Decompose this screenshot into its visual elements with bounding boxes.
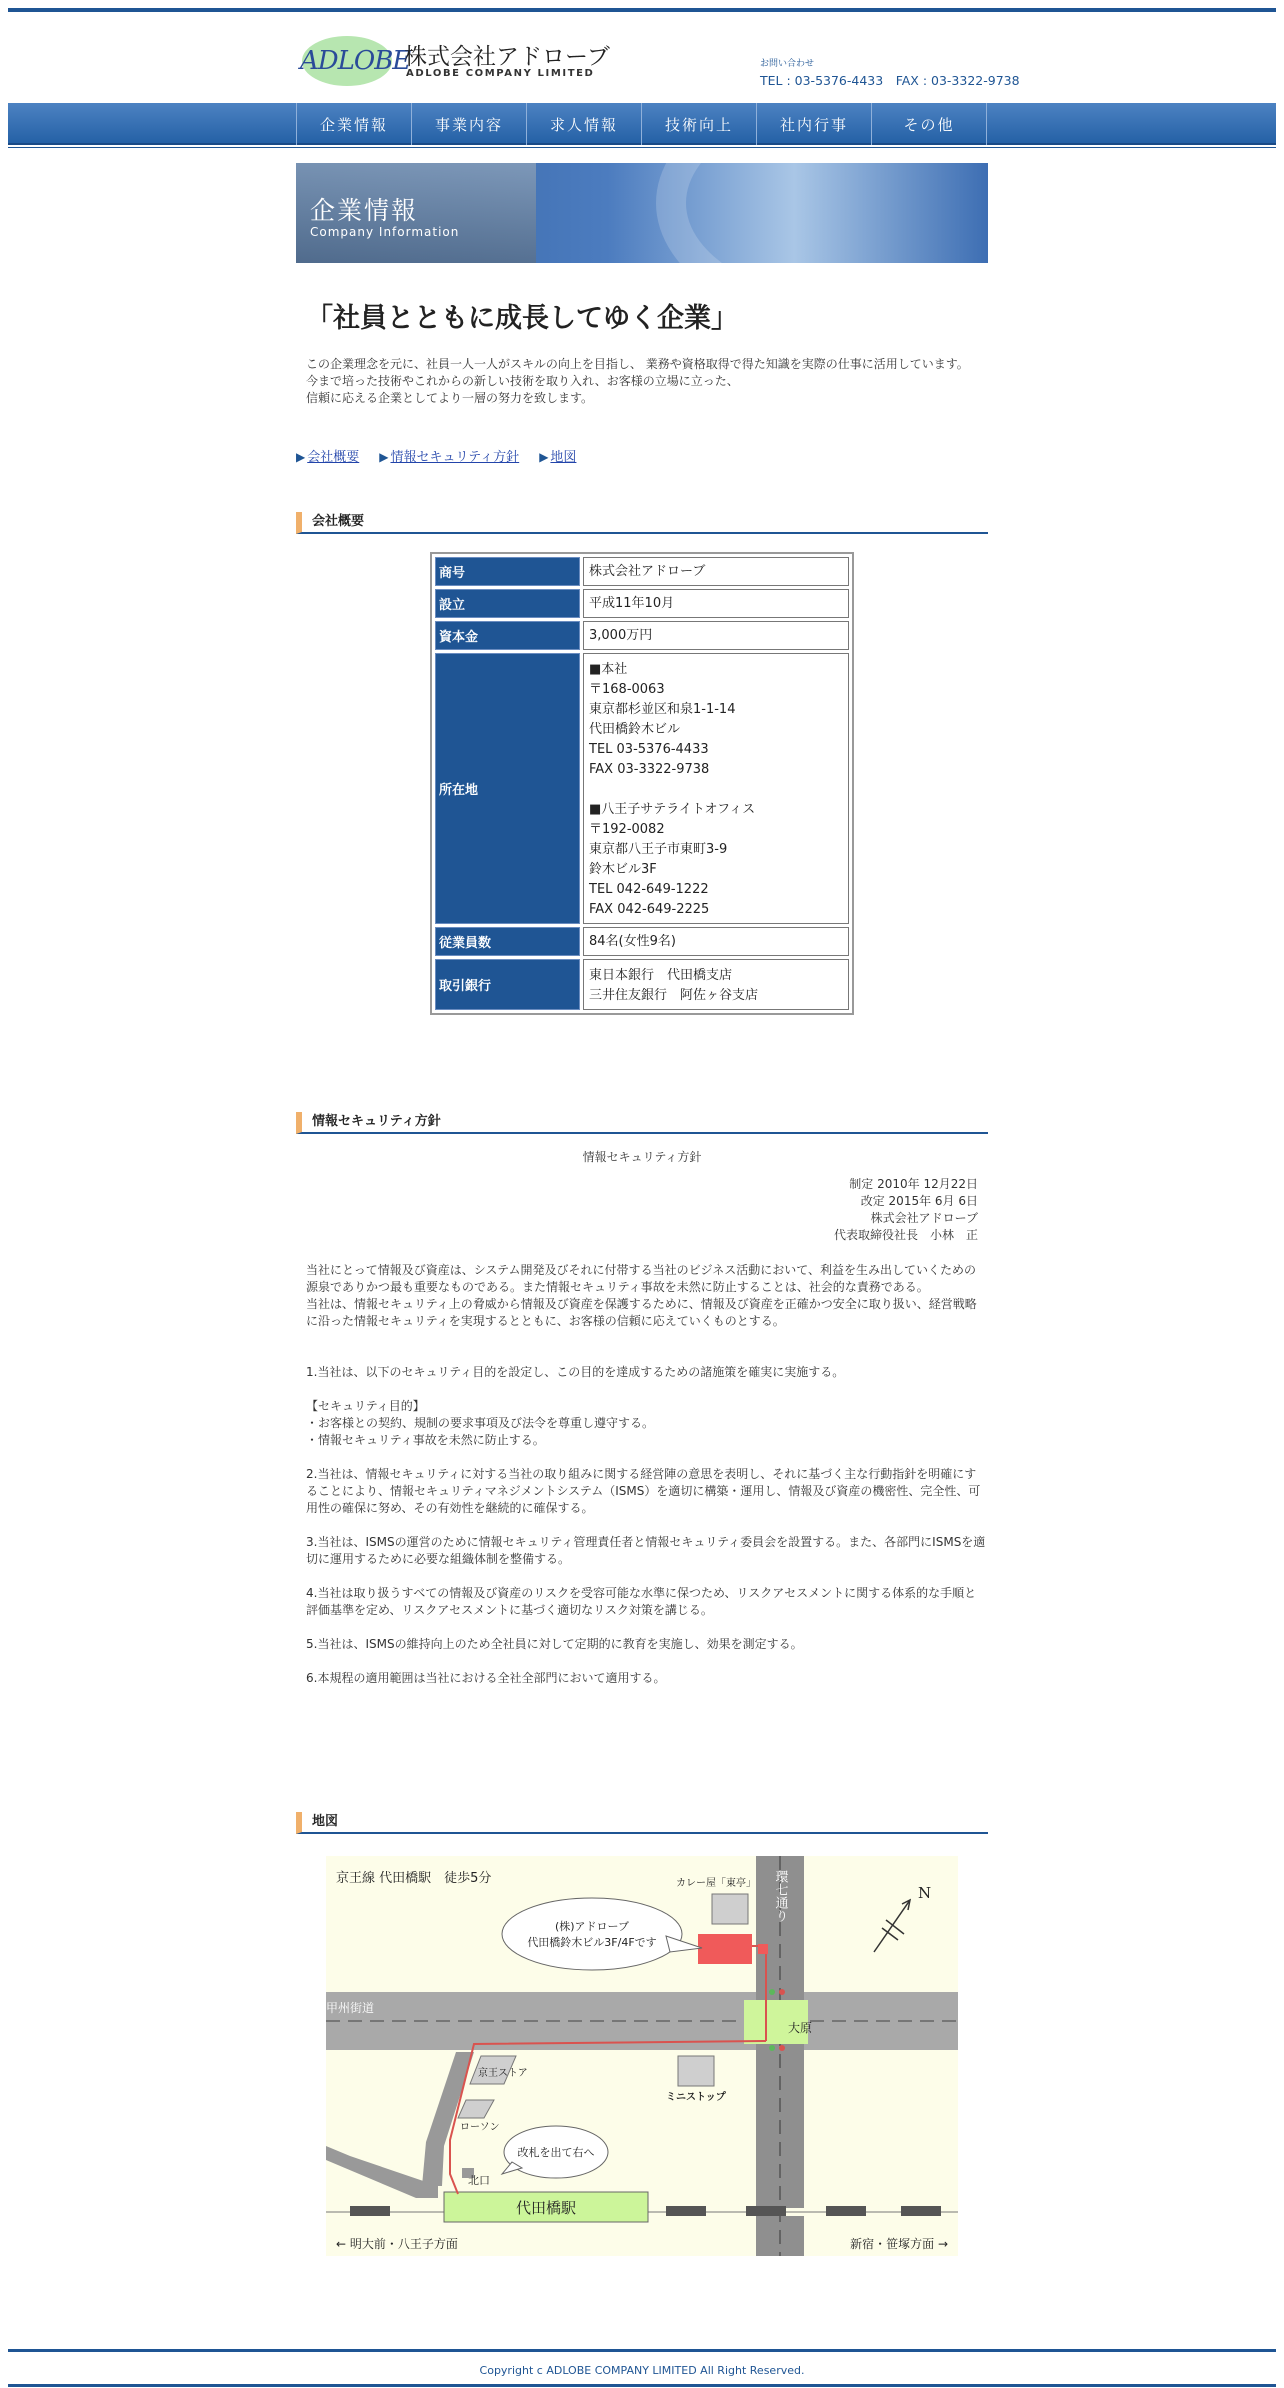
ministop-label: ミニストップ [666,2092,726,2103]
policy-item-6: 6.本規程の適用範囲は当社における全社全部門において適用する。 [306,1671,666,1685]
company-table-value [583,589,849,618]
contact-numbers: TEL : 03-5376-4433 FAX : 03-3322-9738 [760,73,1020,88]
ohara-label: 大原 [788,2021,813,2035]
policy-intro-line: 当社は、情報セキュリティ上の脅威から情報及び資産を保護するために、情報及び資産を正確かつ安全に取り扱い、経営戦略に沿った情報セキュリティを実現するとともに、お客様の信頼に応えていくものとする。 [306,1297,977,1328]
nav-company-info[interactable]: 企業情報 [297,103,412,145]
company-logo[interactable] [296,32,610,92]
policy-established: 制定 2010年 12月22日 [849,1177,978,1191]
nav-underline [8,147,1276,148]
company-table-row [435,653,849,924]
anchor-security-link[interactable]: 情報セキュリティ方針 [390,450,520,465]
policy-objectives [306,1398,986,1449]
company-table-row [435,621,849,650]
company-building [698,1934,752,1964]
policy-objective-line: ・情報セキュリティ事故を未然に防止する。 [306,1433,545,1447]
company-table-row [435,589,849,618]
rail-segment [350,2206,390,2216]
north-arrow-icon [874,1884,931,1952]
company-table-row [435,557,849,586]
kanshichi-label: 環七通り [772,1870,788,1922]
policy-objective-line: 【セキュリティ目的】 [306,1399,425,1413]
company-table-value-line: 鈴木ビル3F [589,862,657,877]
bubble-exit-label: 改札を出て右へ [517,2146,595,2159]
company-table [430,552,854,1015]
logo-mark-text: ADLOBE [300,46,411,76]
company-table-value [583,653,849,924]
company-table-value-line: 東京都杉並区和泉1-1-14 [589,702,736,717]
traffic-light-icon [769,2045,775,2051]
company-table-value-line: 〒168-0063 [589,682,665,697]
policy-intro [306,1262,986,1330]
north-exit-label: 北口 [468,2174,490,2187]
triangle-right-icon: ▶ [296,450,306,464]
banner-decoration [656,163,988,263]
curry-shop-building [712,1894,748,1924]
curry-shop-label: カレー屋「東亭」 [676,1878,756,1889]
company-table-value [583,621,849,650]
company-table-row [435,927,849,956]
rail-segment [746,2206,786,2216]
company-table-label: 従業員数 [435,927,580,956]
footer-top-border [8,2349,1276,2352]
intro-line: 信頼に応える企業としてより一層の努力を致します。 [306,391,594,405]
policy-objective-line: ・お客様との契約、規制の要求事項及び法令を尊重し遵守する。 [306,1416,655,1430]
anchor-links [296,446,576,465]
company-table-value-line: 平成11年10月 [589,595,675,611]
anchor-security[interactable] [379,446,519,465]
company-table-label: 所在地 [435,653,580,924]
company-bubble [502,1898,682,1970]
company-table-value-line: 東京都八王子市東町3-9 [589,842,728,857]
company-table-value-line: 株式会社アドローブ [589,563,706,579]
traffic-light-icon [769,1989,775,1995]
station-label: 代田橋駅 [515,2199,577,2217]
lawson-building [458,2100,494,2118]
footer-bottom-border [8,2384,1276,2387]
company-table-value-line: 三井住友銀行 阿佐ヶ谷支店 [589,988,759,1003]
north-label: N [918,1884,932,1902]
anchor-overview-link[interactable]: 会社概要 [307,450,360,465]
banner-title: 企業情報 [310,196,419,225]
station-note: 京王線 代田橋駅 徒歩5分 [336,1871,492,1886]
map-drawing [326,1856,958,2256]
company-name: 株式会社アドローブ [404,44,610,70]
policy-item-2: 2.当社は、情報セキュリティに対する当社の取り組みに関する経営陣の意思を表明し、それに基づく主な行動指針を明確にすることにより、情報セキュリティマネジメントシステム（ISMS）を適切に構築・運用し、情報及び資産の機密性、完全性、可用性の確保に努め、その有効性を継続的に確保する。 [306,1467,981,1515]
company-table-value-line: 84名(女性9名) [589,933,676,949]
company-table-value-line: 〒192-0082 [589,822,665,837]
policy-item-3: 3.当社は、ISMSの運営のために情報セキュリティ管理責任者と情報セキュリティ委員会を設置する。また、各部門にISMSを適切に運用するために必要な組織体制を整備する。 [306,1535,986,1566]
anchor-map[interactable] [539,446,576,465]
policy-company: 株式会社アドローブ [870,1211,978,1225]
policy-item-1: 1.当社は、以下のセキュリティ目的を設定し、この目的を達成するための諸施策を確実に実施する。 [306,1365,845,1379]
intro-text [306,356,969,407]
nav-business[interactable]: 事業内容 [412,103,527,145]
bubble-company-line: (株)アドローブ [554,1920,630,1933]
triangle-right-icon: ▶ [379,450,389,464]
company-table-value [583,557,849,586]
section-title-overview: 会社概要 [296,512,988,534]
direction-right: 新宿・笹塚方面 → [850,2237,948,2251]
company-table-row [435,959,849,1010]
company-table-value-line: TEL 03-5376-4433 [589,742,709,757]
company-table-value-line: 代田橋鈴木ビル [589,722,681,737]
traffic-light-icon [779,1989,785,1995]
company-table-label: 商号 [435,557,580,586]
direction-left: ← 明大前・八王子方面 [336,2237,458,2251]
contact-info [760,56,1020,89]
company-table-value-line: TEL 042-649-1222 [589,882,709,897]
company-table-label: 設立 [435,589,580,618]
company-table-value-line [589,780,843,800]
page-banner [296,163,988,263]
company-table-value [583,959,849,1010]
rail-segment [901,2206,941,2216]
policy-body [306,1262,986,1704]
nav-others[interactable]: その他 [872,103,987,145]
triangle-right-icon: ▶ [539,450,549,464]
policy-meta [834,1176,978,1244]
section-title-map: 地図 [296,1812,988,1834]
company-table-value-line: 東日本銀行 代田橋支店 [589,968,733,983]
company-table-value-line: FAX 03-3322-9738 [589,762,710,777]
nav-recruit[interactable]: 求人情報 [527,103,642,145]
access-map [326,1856,958,2256]
page-heading: 「社員とともに成長してゆく企業」 [306,303,738,334]
company-table-label: 資本金 [435,621,580,650]
company-sub-name: ADLOBE COMPANY LIMITED [406,68,595,79]
policy-item-4: 4.当社は取り扱うすべての情報及び資産のリスクを受容可能な水準に保つため、リスクアセスメントに関する体系的な手順と評価基準を定め、リスクアセスメントに基づく適切なリスク対策を講じる。 [306,1586,977,1617]
intro-line: 今まで培った技術やこれからの新しい技術を取り入れ、お客様の立場に立った、 [306,374,739,388]
bubble-company-line: 代田橋鈴木ビル3F/4Fです [527,1936,657,1949]
company-table-value-line: 3,000万円 [589,627,653,643]
global-nav [8,103,1276,145]
company-table-label: 取引銀行 [435,959,580,1010]
copyright: Copyright c ADLOBE COMPANY LIMITED All Right Reserved. [479,2364,805,2377]
company-table-value [583,927,849,956]
nav-events[interactable]: 社内行事 [757,103,872,145]
banner-subtitle: Company Information [310,225,460,239]
intro-line: この企業理念を元に、社員一人一人がスキルの向上を目指し、 業務や資格取得で得た知識を実際の仕事に活用しています。 [306,357,969,371]
policy-item-5: 5.当社は、ISMSの維持向上のため全社員に対して定期的に教育を実施し、効果を測定する。 [306,1637,803,1651]
company-table-value-line: ■本社 [589,662,628,677]
anchor-overview[interactable] [296,446,359,465]
section-title-security: 情報セキュリティ方針 [296,1112,988,1134]
company-table-value-line: ■八王子サテライトオフィス [589,802,756,817]
building-entrance [758,1944,768,1954]
company-table-value-line: FAX 042-649-2225 [589,902,710,917]
policy-representative: 代表取締役社長 小林 正 [833,1228,978,1242]
site-header [296,12,1020,102]
lawson-label: ローソン [460,2122,500,2133]
policy-revised: 改定 2015年 6月 6日 [860,1194,978,1208]
rail-segment [666,2206,706,2216]
rail-segment [826,2206,866,2216]
nav-skills[interactable]: 技術向上 [642,103,757,145]
anchor-map-link[interactable]: 地図 [550,450,577,465]
ministop-building [678,2056,714,2086]
company-bubble-tail [666,1936,702,1952]
traffic-light-icon [779,2045,785,2051]
keio-store-label: 京王ストア [478,2068,528,2079]
policy-intro-line: 当社にとって情報及び資産は、システム開発及びそれに付帯する当社のビジネス活動において、利益を生み出していくための源泉でありかつ最も重要なものである。また情報セキュリティ事故を未然に防止することは、社会的な責務である。 [306,1263,976,1294]
koshu-kaido-label: 甲州街道 [326,2001,375,2015]
contact-label: お問い合わせ [760,59,815,69]
side-street [326,2146,438,2198]
policy-title: 情報セキュリティ方針 [582,1150,702,1164]
